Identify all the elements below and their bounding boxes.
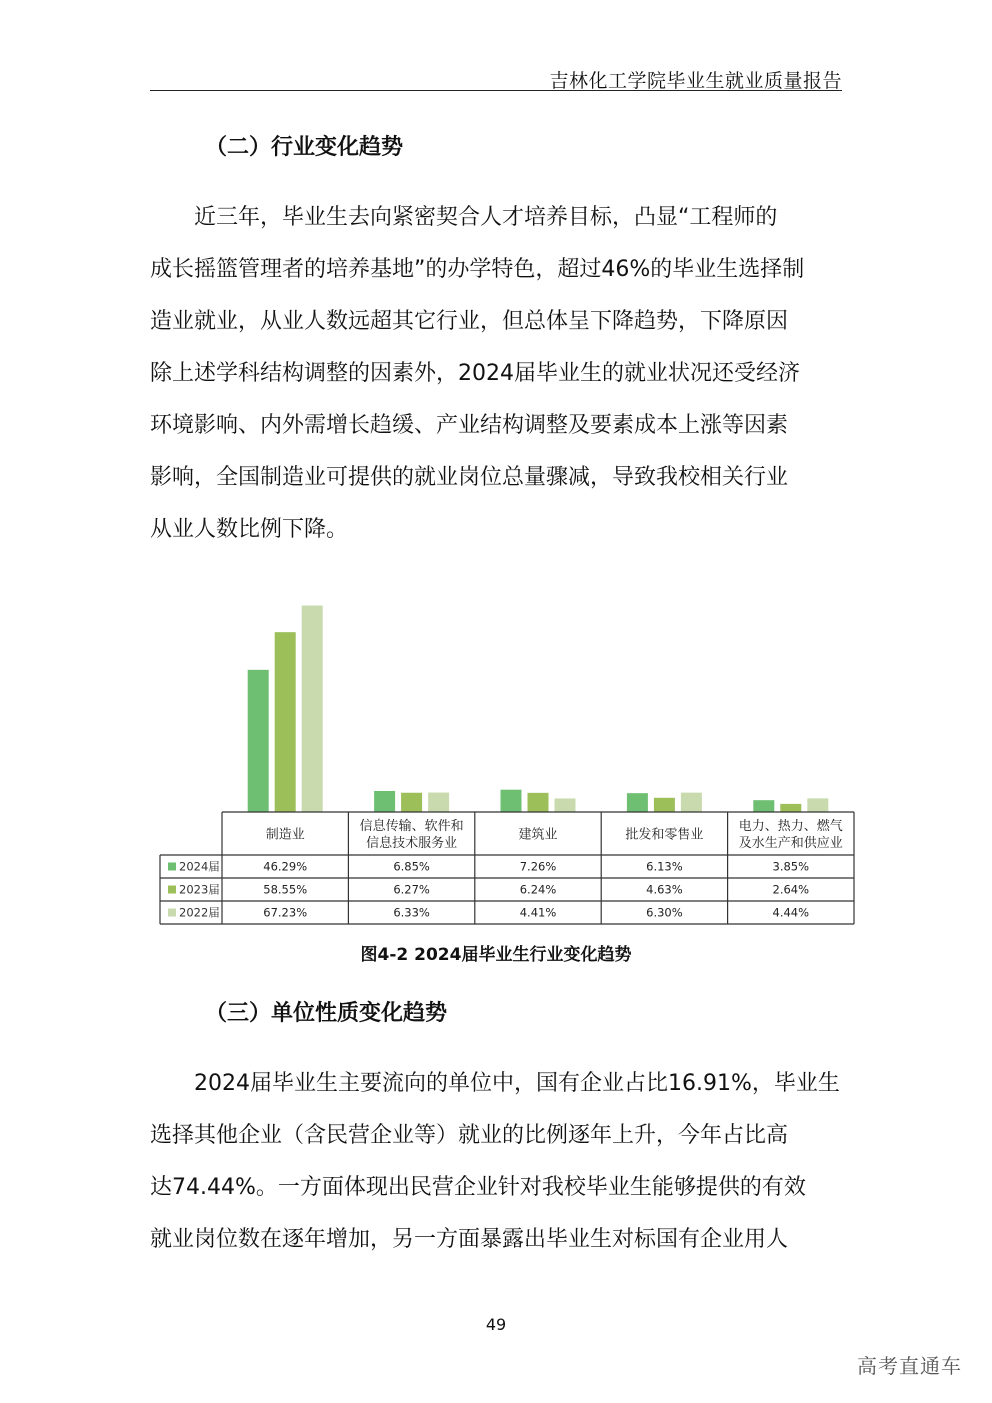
data-label: 7.26% [519, 859, 557, 874]
data-label: 6.30% [646, 905, 683, 920]
paragraph-line: 就业岗位数在逐年增加，另一方面暴露出毕业生对标国有企业用人 [150, 1227, 789, 1252]
data-label: 46.29% [263, 859, 308, 874]
section-heading-employer-type: （三）单位性质变化趋势 [205, 1001, 448, 1026]
data-label: 3.85% [772, 859, 810, 874]
paragraph-line: 近三年，毕业生去向紧密契合人才培养目标，凸显“工程师的 [194, 205, 778, 230]
bar [501, 790, 522, 812]
paragraph-line: 从业人数比例下降。 [150, 517, 349, 542]
legend-label: 2024届 [179, 859, 220, 874]
bar [302, 606, 323, 812]
data-label: 4.41% [519, 905, 557, 920]
bar [428, 793, 449, 812]
page-number: 49 [485, 1315, 507, 1334]
category-label: 批发和零售业 [625, 827, 704, 843]
legend-swatch [168, 886, 176, 894]
bar [374, 791, 395, 812]
data-label: 4.63% [646, 882, 683, 897]
bar [627, 793, 648, 812]
paragraph-employer-type [150, 1058, 842, 1266]
bar [555, 798, 576, 812]
chart-canvas [150, 580, 860, 930]
bar [807, 798, 828, 812]
header-rule [150, 90, 842, 91]
data-label: 2.64% [772, 882, 810, 897]
legend-label: 2023届 [179, 882, 220, 897]
legend-swatch [168, 909, 176, 917]
bar [248, 670, 269, 812]
bar [528, 793, 549, 812]
paragraph-line: 达74.44%。一方面体现出民营企业针对我校毕业生能够提供的有效 [150, 1175, 806, 1200]
category-label: 电力、热力、燃气 [738, 819, 843, 834]
watermark-text: 高考直通车 [857, 1354, 962, 1378]
data-label: 6.85% [393, 859, 430, 874]
bar [275, 632, 296, 812]
bar [401, 793, 422, 812]
paragraph-line: 造业就业，从业人数远超其它行业，但总体呈下降趋势，下降原因 [150, 309, 789, 334]
bar [780, 804, 801, 812]
paragraph-line: 环境影响、内外需增长趋缓、产业结构调整及要素成本上涨等因素 [150, 413, 789, 438]
paragraph-line: 影响，全国制造业可提供的就业岗位总量骤减，导致我校相关行业 [150, 465, 789, 490]
running-header: 吉林化工学院毕业生就业质量报告 [549, 70, 842, 92]
paragraph-line: 2024届毕业生主要流向的单位中，国有企业占比16.91%，毕业生 [194, 1071, 840, 1096]
paragraph-line: 除上述学科结构调整的因素外，2024届毕业生的就业状况还受经济 [150, 361, 800, 386]
data-label: 6.33% [393, 905, 430, 920]
bar [753, 800, 774, 812]
paragraph-line: 成长摇篮管理者的培养基地”的办学特色，超过46%的毕业生选择制 [150, 257, 805, 282]
data-label: 67.23% [263, 905, 308, 920]
data-label: 58.55% [263, 882, 308, 897]
data-label: 6.13% [646, 859, 683, 874]
data-label: 6.27% [393, 882, 430, 897]
legend-swatch [168, 863, 176, 871]
bar [654, 798, 675, 812]
section-heading-industry: （二）行业变化趋势 [205, 135, 404, 160]
industry-trend-chart [150, 580, 860, 930]
category-label: 及水生产和供应业 [738, 836, 843, 851]
paragraph-industry [150, 192, 842, 556]
data-label: 4.44% [772, 905, 810, 920]
category-label: 制造业 [265, 827, 305, 843]
legend-label: 2022届 [179, 905, 220, 920]
figure-caption: 图4-2 2024届毕业生行业变化趋势 [360, 945, 632, 965]
category-label: 信息技术服务业 [366, 836, 458, 851]
paragraph-line: 选择其他企业（含民营企业等）就业的比例逐年上升，今年占比高 [150, 1123, 789, 1148]
bar [681, 793, 702, 812]
category-label: 信息传输、软件和 [359, 819, 464, 834]
category-label: 建筑业 [518, 827, 558, 843]
data-label: 6.24% [519, 882, 557, 897]
